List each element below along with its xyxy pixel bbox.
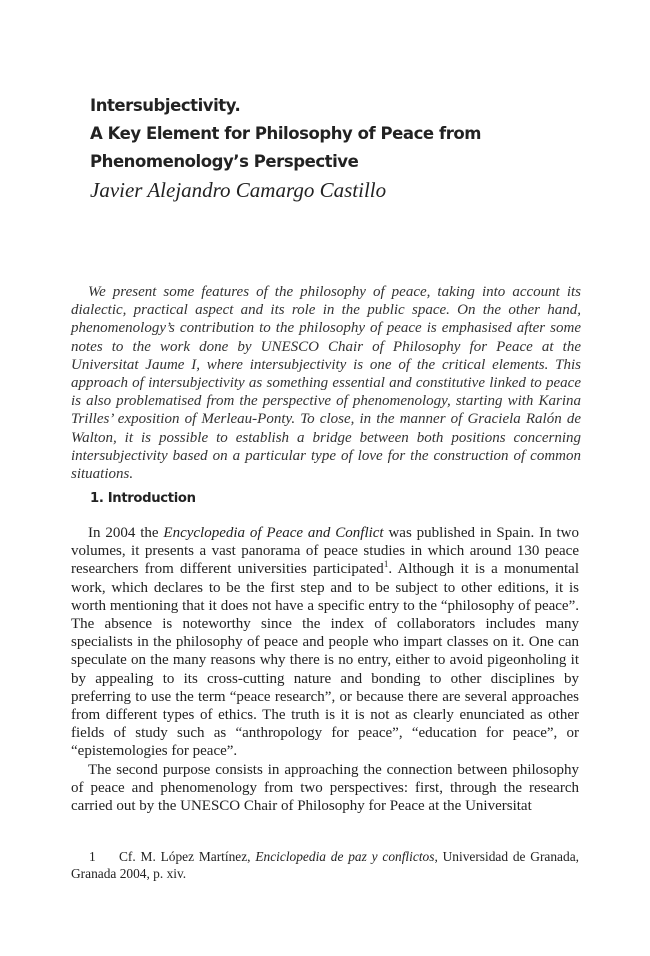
footnote-work-title: Enciclopedia de paz y conflictos — [255, 849, 435, 864]
body-text — [71, 524, 579, 815]
section-heading: 1. Introduction — [90, 491, 196, 506]
body-p1-text-a: In 2004 the — [88, 525, 164, 541]
footnote — [71, 848, 579, 882]
title-block — [90, 92, 590, 204]
footnote-text-b: , Universidad de Granada, Granada 2004, p. xiv. — [71, 849, 579, 881]
body-p1-text-b: was published in Spain. In two volumes, it presents a vast panorama of peace studies in which around 130 peace researchers from different universities participated — [71, 525, 579, 578]
body-paragraph-2: The second purpose consists in approaching the connection between philosophy of peace and phenomenology from two perspectives: first, through the research carried out by the UNESCO Chair of Philosophy for Peace at the Universitat — [71, 761, 579, 815]
paper-title-line-1: Intersubjectivity. — [90, 96, 241, 115]
body-p1-text-c: . Although it is a monumental work, which declares to be the first step and to be subject to other editions, it is worth mentioning that it does not have a specific entry to the “philosophy of peace”. The absence is noteworthy since the index of collaborators includes many specialists in the philosophy of peace and people who impart classes on it. One can speculate on the many reasons why there is no entry, either to avoid pigeonholing it by appealing to its cross-cutting nature and bonding to other disciplines by preferring to use the term “peace research”, or because there are several approaches from different types of ethics. The truth is it is not as clearly enunciated as other fields of study such as “anthropology for peace”, “education for peace”, or “epistemologies for peace”. — [71, 561, 579, 760]
paper-title-line-3: Phenomenology’s Perspective — [90, 152, 359, 171]
abstract: We present some features of the philosophy of peace, taking into account its dialectic, practical aspect and its role in the public space. On the other hand, phenomenology’s contribution to the philosophy of peace is emphasised after some notes to the work done by UNESCO Chair of Philosophy for Peace at the Universitat Jaume I, where intersubjectivity is one of the critical elements. This approach of intersubjectivity as something essential and constitutive linked to peace is also problematised from the perspective of phenomenology, starting with Karina Trilles’ exposition of Merleau-Ponty. To close, in the manner of Graciela Ralón de Walton, it is possible to establish a bridge between both positions concerning intersubjectivity based on a particular type of love for the construction of common situations. — [71, 284, 581, 483]
encyclopedia-title: Encyclopedia of Peace and Conflict — [163, 525, 384, 541]
paper-title-line-2: A Key Element for Philosophy of Peace from — [90, 124, 482, 143]
footnote-ref: 1 — [383, 559, 389, 570]
footnote-text-a: Cf. M. López Martínez, — [119, 849, 256, 864]
body-paragraph-1 — [71, 524, 579, 761]
author-name: Javier Alejandro Camargo Castillo — [90, 178, 387, 202]
footnote-number: 1 — [89, 849, 96, 864]
